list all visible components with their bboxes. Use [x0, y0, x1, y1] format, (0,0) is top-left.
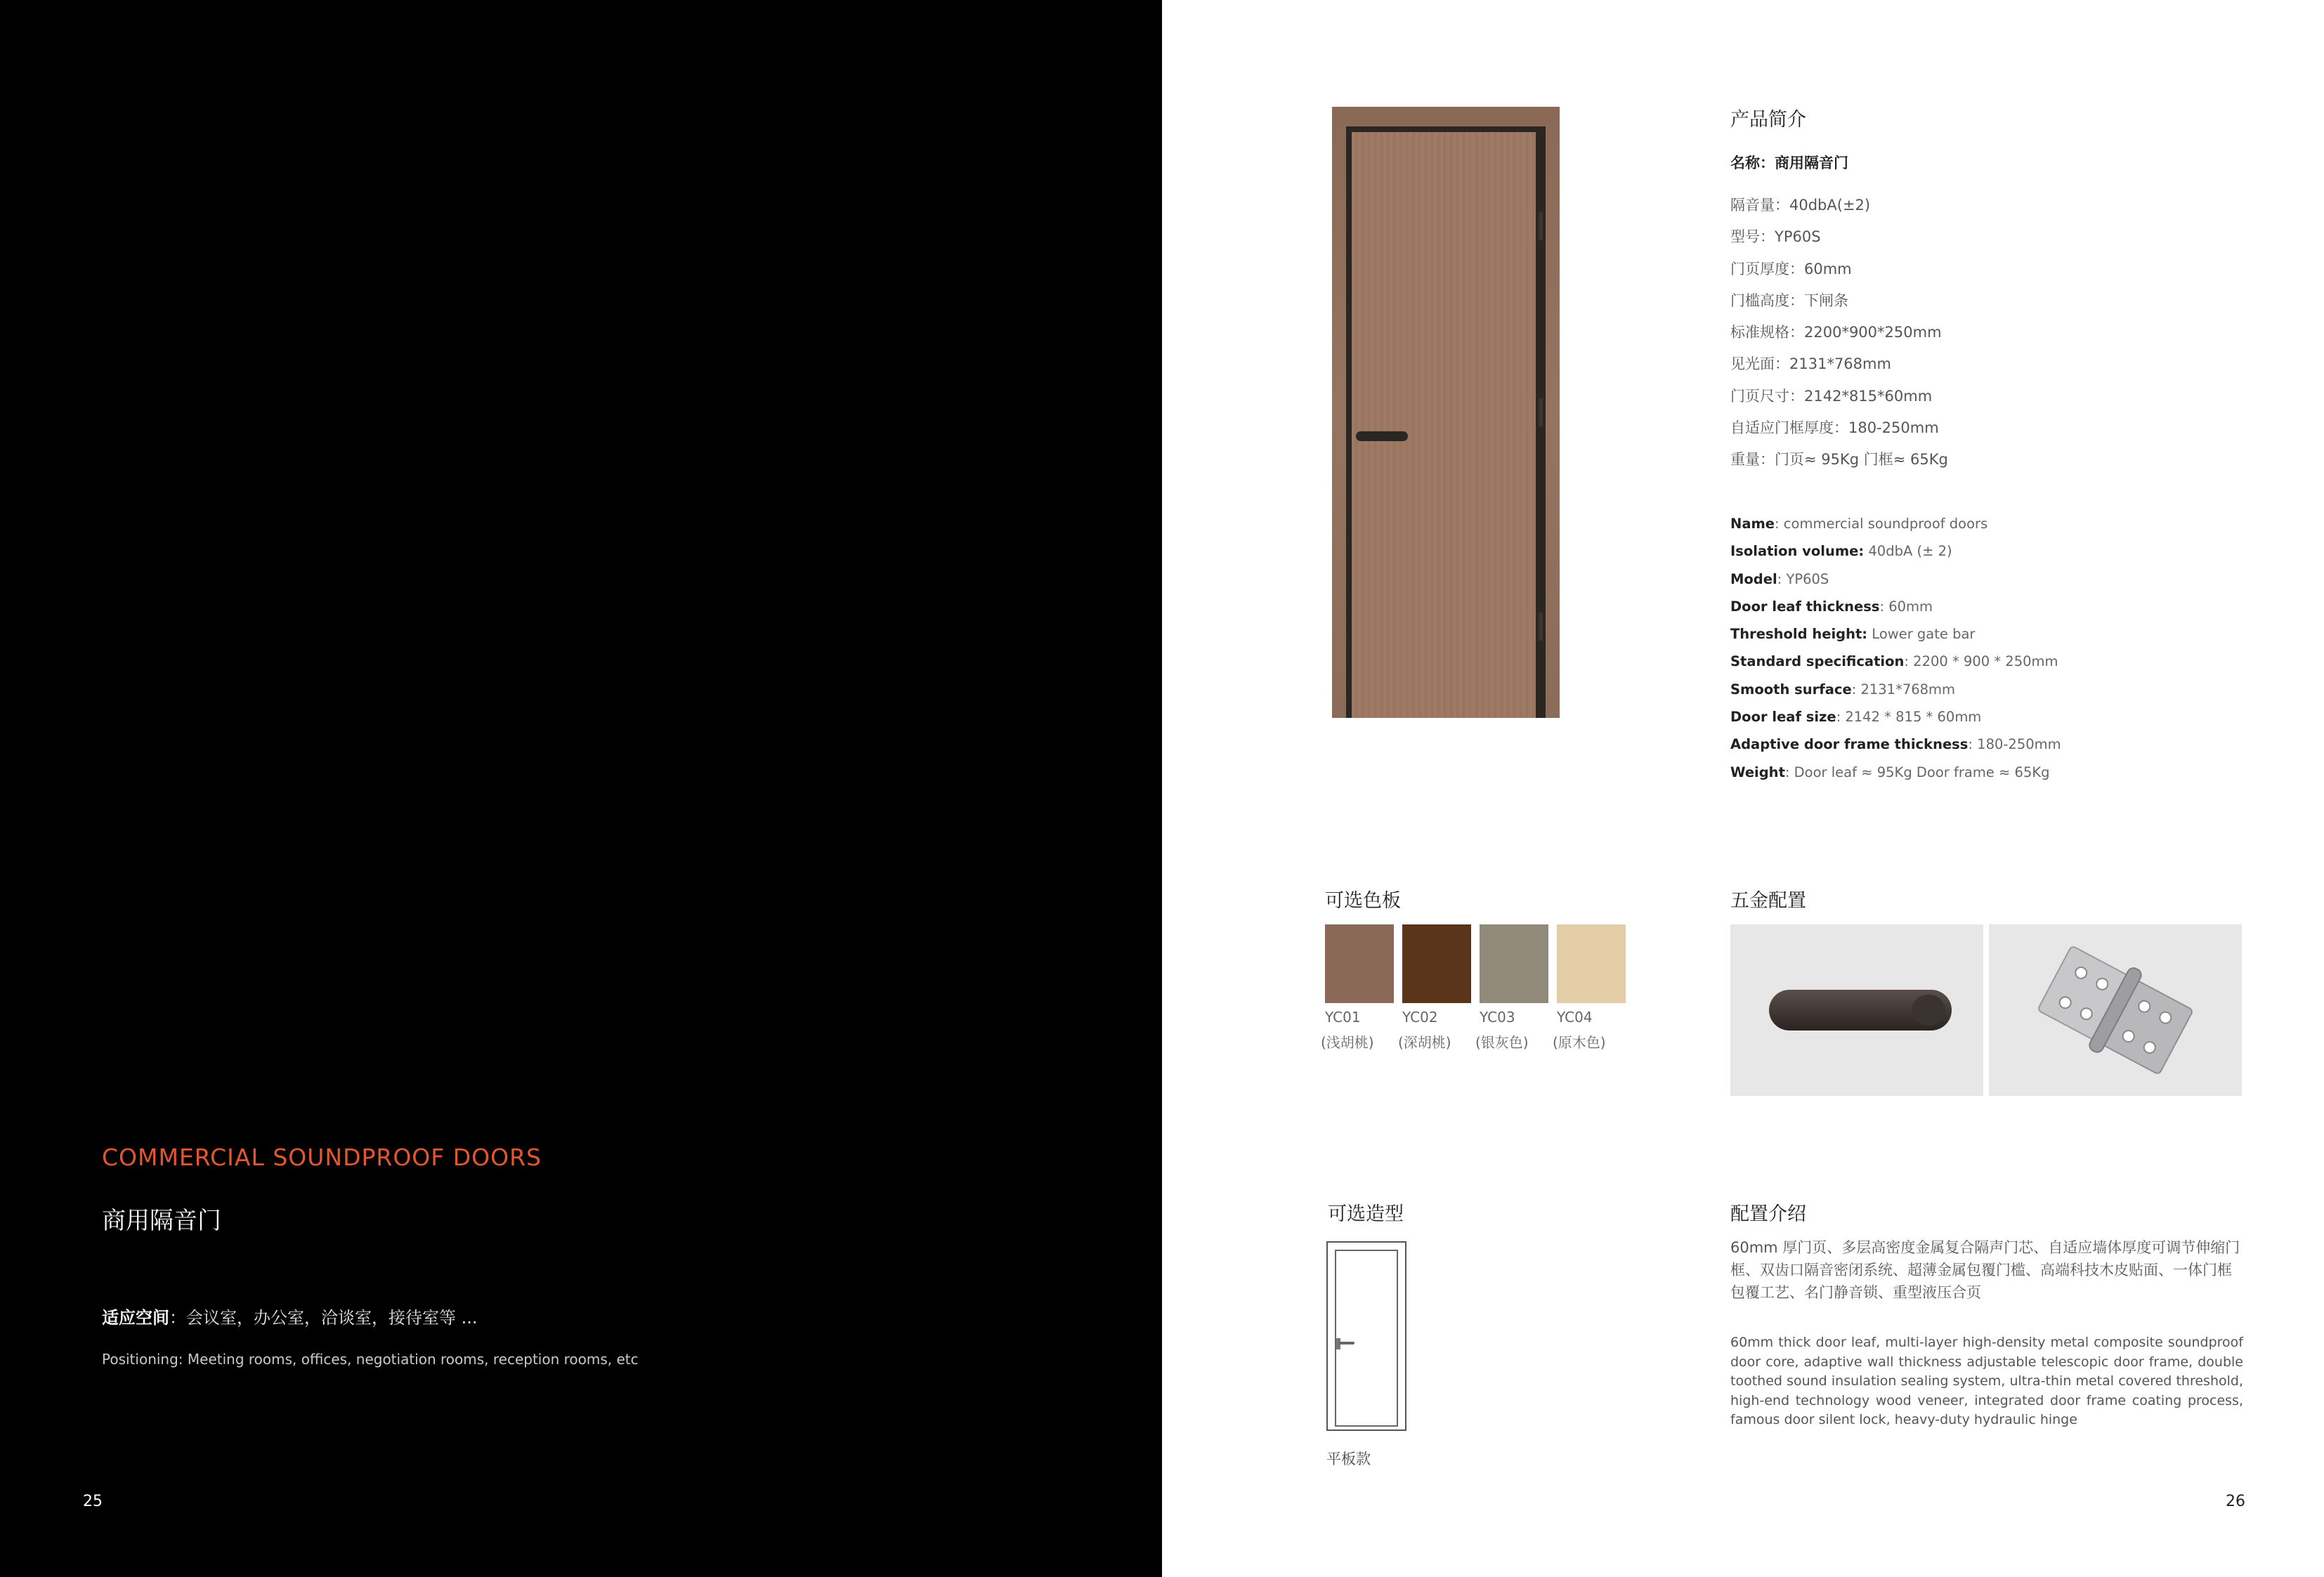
page-number-right: 26 [2226, 1493, 2245, 1510]
spec-item-cn: 门页尺寸：2142*815*60mm [1730, 387, 1933, 405]
spec-item-en [1730, 537, 2061, 565]
intro-name-line: 名称：商用隔音门 [1730, 155, 1848, 171]
hardware-heading: 五金配置 [1730, 890, 1806, 912]
door-handle [1356, 431, 1408, 441]
color-code: YC03 [1480, 1009, 1515, 1026]
spec-item-cn: 隔音量：40dbA(±2) [1730, 197, 1871, 214]
spec-label-en: Name [1730, 516, 1775, 532]
color-name: (深胡桃) [1398, 1034, 1451, 1051]
spec-value-en: Lower gate bar [1867, 626, 1976, 643]
spec-label-en: Door leaf size [1730, 709, 1836, 726]
color-code: YC04 [1557, 1009, 1593, 1026]
spec-label-en: Standard specification [1730, 653, 1905, 670]
spec-item-en [1730, 731, 2061, 758]
config-heading: 配置介绍 [1730, 1203, 1806, 1225]
spec-label-en: Smooth surface [1730, 681, 1852, 698]
flat-door-style-thumbnail[interactable] [1326, 1241, 1406, 1431]
spec-value-en: : commercial soundproof doors [1775, 516, 1988, 532]
product-title-en: COMMERCIAL SOUNDPROOF DOORS [102, 1144, 542, 1171]
spec-item-cn: 标准规格：2200*900*250mm [1730, 324, 1942, 341]
spec-list-cn [1730, 190, 1948, 476]
color-name: (原木色) [1553, 1034, 1606, 1051]
color-code: YC02 [1402, 1009, 1438, 1026]
product-title-cn: 商用隔音门 [102, 1207, 221, 1235]
door-hinge-top [1539, 212, 1543, 240]
spec-label-en: Isolation volume: [1730, 543, 1865, 560]
door-handle-icon [1336, 1337, 1357, 1351]
color-code: YC01 [1325, 1009, 1361, 1026]
spec-item-en [1730, 648, 2061, 675]
spec-label-en: Weight [1730, 764, 1785, 780]
style-caption: 平板款 [1326, 1451, 1371, 1467]
spec-value-en: : 2142 * 815 * 60mm [1836, 709, 1982, 726]
spec-item-en [1730, 620, 2061, 648]
door-photo [1332, 107, 1560, 718]
config-text-cn: 60mm 厚门页、多层高密度金属复合隔声门芯、自适应墙体厚度可调节伸缩门框、双齿口隔音密闭系统、超薄金属包覆门槛、高端科技木皮贴面、一体门框包覆工艺、名门静音锁、重型液压合页 [1730, 1239, 2240, 1301]
spec-label-en: Model [1730, 570, 1777, 587]
spec-item-cn: 重量：门页≈ 95Kg 门框≈ 65Kg [1730, 451, 1948, 469]
application-space-en: Positioning: Meeting rooms, offices, negotiation rooms, reception rooms, etc [102, 1351, 639, 1368]
spec-value-en: : 2131*768mm [1851, 681, 1956, 698]
spec-value-en: : YP60S [1777, 570, 1829, 587]
spec-item-en [1730, 703, 2061, 731]
hinge-image [1989, 924, 2242, 1096]
colors-heading: 可选色板 [1325, 890, 1401, 912]
spec-item-en [1730, 593, 2061, 620]
application-space-value: 会议室，办公室，洽谈室，接待室等 ... [186, 1308, 478, 1328]
color-name: (银灰色) [1475, 1034, 1529, 1051]
spec-item-cn: 见光面：2131*768mm [1730, 355, 1891, 373]
spec-item-en [1730, 676, 2061, 703]
door-hinge-bottom [1539, 613, 1543, 641]
styles-heading: 可选造型 [1328, 1203, 1404, 1225]
spec-value-en: 40dbA (± 2) [1864, 543, 1952, 560]
door-hinge-middle [1539, 398, 1543, 426]
door-leaf [1352, 132, 1536, 718]
spec-value-en: : Door leaf ≈ 95Kg Door frame ≈ 65Kg [1784, 764, 2050, 780]
application-space-cn [102, 1304, 478, 1328]
spec-label-en: Threshold height: [1730, 626, 1868, 643]
spec-label-en: Door leaf thickness [1730, 598, 1880, 615]
spec-item-cn: 型号：YP60S [1730, 228, 1821, 246]
spec-item-cn: 门槛高度：下闸条 [1730, 292, 1848, 309]
spec-value-en: : 2200 * 900 * 250mm [1904, 653, 2058, 670]
spec-value-en: : 180-250mm [1968, 736, 2061, 753]
color-name: (浅胡桃) [1321, 1034, 1374, 1051]
color-swatch-yc04[interactable] [1557, 924, 1626, 1003]
config-text-en: 60mm thick door leaf, multi-layer high-density metal composite soundproof door core, adaptive wall thickness adjustable telescopic door frame, double toothed sound insulation sealing system, ultra-thin metal covered threshold, high-end technology wood veneer, integrated door frame coating process, famous door silent lock, heavy-duty hydraulic hinge [1730, 1335, 2243, 1427]
spec-item-en [1730, 510, 2061, 537]
color-swatch-yc02[interactable] [1402, 924, 1471, 1003]
spec-list-en [1730, 510, 2061, 786]
spec-item-cn: 门页厚度：60mm [1730, 260, 1852, 277]
color-swatch-yc03[interactable] [1480, 924, 1548, 1003]
application-space-separator: ： [169, 1308, 186, 1328]
spec-item-en [1730, 759, 2061, 786]
spec-item-en [1730, 565, 2061, 593]
intro-heading: 产品简介 [1730, 109, 1806, 131]
hinge-icon [1989, 924, 2242, 1096]
lever-handle-icon [1730, 924, 1983, 1096]
color-swatch-yc01[interactable] [1325, 924, 1394, 1003]
spec-label-en: Adaptive door frame thickness [1730, 736, 1969, 753]
lever-handle-image [1730, 924, 1983, 1096]
spec-value-en: : 60mm [1879, 598, 1933, 615]
application-space-label: 适应空间 [102, 1308, 169, 1328]
page-number-left: 25 [83, 1493, 103, 1510]
spec-item-cn: 自适应门框厚度：180-250mm [1730, 419, 1939, 437]
